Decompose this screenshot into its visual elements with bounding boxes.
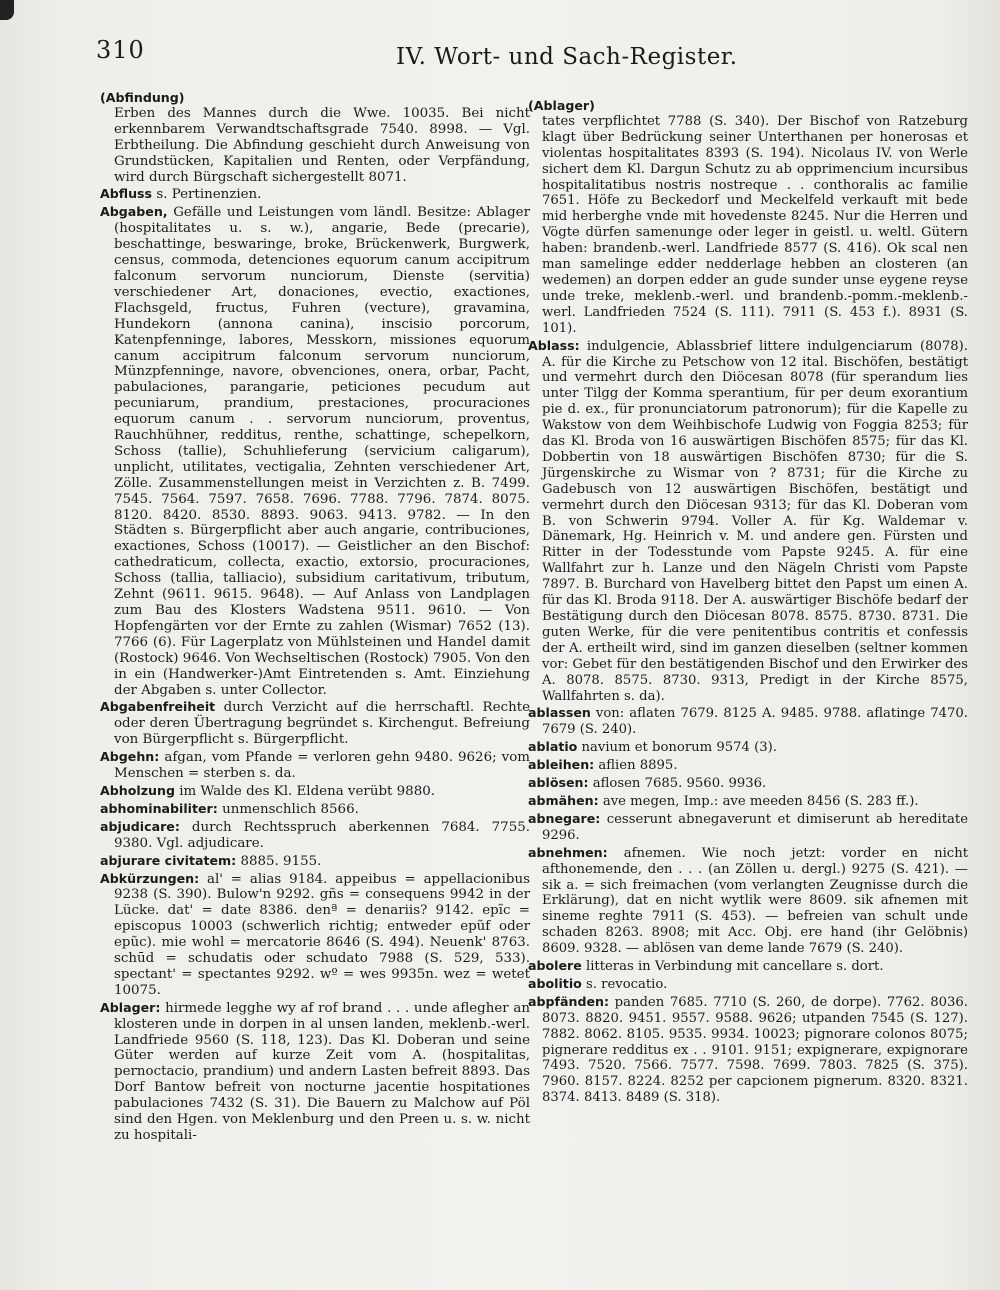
running-title: IV. Wort- und Sach-Register.: [396, 44, 738, 70]
entry-lemma: ablatio: [528, 739, 578, 755]
continuation-head: (Ablager): [528, 98, 595, 113]
entry-lemma: abnegare:: [528, 810, 601, 826]
index-entry: [528, 958, 968, 975]
index-entry: [100, 1000, 530, 1144]
entry-text: panden 7685. 7710 (S. 260, de dorpe). 7762. 8036. 8073. 8820. 9451. 9557. 9588. 9626; utpanden 7545 (S. 127). 7882. 8062. 8105. 9535. 9934. 10023; pignorare colonos 8075; pignerare redditus ex . . 9101. 9151; expignerare, expignorare 7493. 7520. 7566. 7577. 7598. 7699. 7803. 7825 (S. 375). 7960. 8157. 8224. 8252 per capcionem pignerum. 8320. 8321. 8374. 8413. 8489 (S. 318).: [542, 994, 968, 1106]
entry-lemma: abolere: [528, 958, 582, 974]
index-entry: [100, 853, 530, 870]
entry-lemma: ableihen:: [528, 757, 595, 773]
entry-text: aflien 8895.: [594, 758, 678, 774]
page-header: [96, 36, 940, 76]
index-entry: [100, 819, 530, 852]
index-entry: [100, 699, 530, 748]
entry-lemma: Ablass:: [528, 337, 580, 353]
page-corner-mark: [0, 0, 14, 20]
entry-lemma: abmähen:: [528, 792, 599, 808]
index-entry: [100, 186, 530, 203]
index-entry: [528, 976, 968, 993]
index-entry: [528, 739, 968, 756]
entry-lemma: abpfänden:: [528, 993, 610, 1009]
entry-lemma: Abholzung: [100, 782, 175, 798]
entry-text: afnemen. Wie noch jetzt: vorder en nicht afthonemende, den . . . (an Zöllen u. dergl.) 9275 (S. 421). — sik a. = sich freimachen (vom verlangten Zeugnisse durch die Erklärung), dat en nicht wytlik were 8609. sik afnemen mit sineme reghte 7911 (S. 453). — befreien van schult unde schaden 8263. 8908; mit Acc. Obj. ere hand (ihr Gelöbnis) 8609. 9328. — ablösen van deme lande 7679 (S. 240).: [542, 845, 968, 957]
entry-lemma: abolitio: [528, 975, 582, 991]
continuation-head: (Abfindung): [100, 90, 185, 105]
index-entry: [528, 793, 968, 810]
page-number: 310: [96, 36, 145, 64]
entry-lemma: abnehmen:: [528, 844, 608, 860]
entry-text: ave megen, Imp.: ave meeden 8456 (S. 283 ff.).: [598, 793, 919, 809]
entry-text: cesserunt abnegaverunt et dimiserunt ab hereditate 9296.: [542, 811, 968, 843]
continuation-text: tates verpflichtet 7788 (S. 340). Der Bischof von Ratzeburg klagt über Bedrückung seiner Unterthanen per honerosas et violentas hospitalitates 8393 (S. 194). Nicolaus IV. von Werle sichert dem Kl. Dargun Schutz zu ab opprimencium incursibus hospitalitatibus nostris nostreque . . conthoralis ac familie 7651. Höfe zu Beckedorf und Meckelfeld verkauft mit bede mid herberghe vnde mit hovedenste 8245. Nur die Herren und Vögte dürfen samenunge oder leger in geistl. u. weltl. Gütern haben: brandenb.-werl. Landfriede 8577 (S. 416). Ok scal nen man samelinge edder nedderlage hebben an closteren (an wedemen) an dorpen edder an gude sunder unse eygene reyse unde treke, meklenb.-werl. und brandenb.-pomm.-meklenb.-werl. Landfrieden 7524 (S. 111). 7911 (S. 453 f.). 8931 (S. 101).: [542, 113, 968, 336]
entry-text: Gefälle und Leistungen vom ländl. Besitze: Ablager (hospitalitates u. s. w.), angarie, Bede (precarie), beschattinge, beswaringe, broke, Brückenwerk, Burgwerk, census, commoda, detenciones equorum canum accipitrum falconum servorum nunciorum, Dienste (servitia) verschiedener Art, donaciones, evectio, exactiones, Flachsgeld, fructus, Fuhren (vecture), gravamina, Hundekorn (annona canina), inscisio porcorum, Katenpfenninge, labores, Messkorn, missiones equorum canum accipitrum falconum servorum nunciorum, Münzpfenninge, navore, obvenciones, onera, orbar, Pacht, pabulaciones, parangarie, peticiones pecudum aut pecuniarum, prandium, prestaciones, procuraciones equorum canum . . servorum nunciorum, proventus, Rauchhühner, redditus, renthe, schattinge, schepelkorn, Schoss (tallie), Schuhlieferung (servicium caligarum), unplicht, utilitates, vectigalia, Zehnten verschiedener Art, Zölle. Zusammenstellungen meist in Verzichten z. B. 7499. 7545. 7564. 7597. 7658. 7696. 7788. 7796. 7874. 8075. 8120. 8420. 8530. 8893. 9063. 9413. 9782. — In den Städten s. Bürgerpflicht aber auch angarie, contribuciones, exactiones, Schoss (10017). — Geistlicher an den Bischof: cathedraticum, collecta, exactio, extorsio, procuraciones, Schoss (tallia, talliacio), subsidium caritativum, tributum, Zehnt (9611. 9615. 9648). — Auf Anlass von Landplagen zum Bau des Klosters Wadstena 9511. 9610. — Von Hopfengärten vor der Ernte zu zahlen (Wismar) 7652 (13). 7766 (6). Für Lagerplatz von Mühlsteinen und Handel damit (Rostock) 9646. Von Wechseltischen (Rostock) 7905. Von den in ein (Handwerker-)Amt Eintretenden s. Amt. Einziehung der Abgaben s. unter Collector.: [114, 205, 530, 698]
index-entry: [100, 204, 530, 698]
index-entry: [100, 871, 530, 999]
index-entry: [100, 783, 530, 800]
index-entry: [528, 775, 968, 792]
index-entry: [528, 845, 968, 957]
entry-lemma: Abkürzungen:: [100, 870, 200, 886]
entry-text: unmenschlich 8566.: [217, 801, 359, 817]
entry-lemma: ablassen: [528, 705, 591, 721]
entry-text: litteras in Verbindung mit cancellare s. dort.: [581, 959, 884, 975]
index-entry: [528, 757, 968, 774]
entry-list: [528, 338, 968, 1107]
continuation-text: Erben des Mannes durch die Wwe. 10035. Bei nicht erkennbarem Verwandtschaftsgrade 7540. 8998. — Vgl. Erbtheilung. Die Abfindung geschieht durch Anweisung von Grundstücken, Kapitalien und Renten, oder Verpfändung, wird durch Bürgschaft sichergestellt 8071.: [114, 105, 530, 185]
entry-text: afgan, vom Pfande = verloren gehn 9480. 9626; vom Menschen = sterben s. da.: [114, 750, 530, 782]
entry-text: aflosen 7685. 9560. 9936.: [588, 776, 767, 792]
entry-text: hirmede legghe wy af rof brand . . . unde aflegher an klosteren unde in dorpen in al unsen landen, meklenb.-werl. Landfriede 9560 (S. 118, 123). Das Kl. Doberan und seine Güter werden auf kurze Zeit vom A. (hospitalitas, pernoctacio, prandium) und andern Lasten befreit 8893. Das Dorf Bantow befreit von nocturne jacentie hospitationes pabulaciones 7432 (S. 31). Die Bauern zu Malchow auf Pöl sind den Hgen. von Meklenburg und den Preen u. s. w. nicht zu hospitali-: [114, 1000, 530, 1143]
entry-text: indulgencie, Ablassbrief littere indulgenciarum (8078). A. für die Kirche zu Petschow von 12 ital. Bischöfen, bestätigt und vermehrt durch den Diöcesan 8078 (für sperandum lies unter Tilgg der Komma sperantium, für per deum exorantium pie d. ex., für pronunciatorum patronorum); für die Kapelle zu Wakstow von dem Weihbischofe Ludwig von Foggia 8253; für das Kl. Broda von 16 auswärtigen Bischöfen 8575; für das Kl. Dobbertin von 18 auswärtigen Bischöfen 8730; für die S. Jürgenskirche zu Wismar von ? 8731; für die Kirche zu Gadebusch von 12 auswärtigen Bischöfen, bestätigt und vermehrt durch den Diöcesan 9313; für das Kl. Doberan vom B. von Schwerin 9794. Voller A. für Kg. Waldemar v. Dänemark, Hg. Heinrich v. M. und andere gen. Fürsten und Ritter in der Todesstunde vom Papste 9245. A. für eine Wallfahrt zur h. Lanze und den Nägeln Christi vom Papste 7897. B. Burchard von Havelberg bittet den Papst um einen A. für das Kl. Broda 9118. Der A. auswärtiger Bischöfe bedarf der Bestätigung durch den Diöcesan 8078. 8575. 8730. 8731. Die guten Werke, für die vere penitentibus contritis et confessis der A. ertheilt wird, sind im ganzen dieselben (seltner kommen vor: Gebet für den bestätigenden Bischof und den Erwirker des A. 8078. 8575. 8730. 9313, Predigt in der Kirche 8575, Wallfahrten s. da).: [542, 338, 968, 704]
entry-text: durch Rechtsspruch aberkennen 7684. 7755. 9380. Vgl. adjudicare.: [114, 819, 530, 851]
entry-text: navium et bonorum 9574 (3).: [577, 740, 777, 756]
right-column: [528, 98, 968, 1107]
entry-text: 8885. 9155.: [236, 853, 322, 869]
index-entry: [100, 801, 530, 818]
index-entry: [528, 705, 968, 738]
entry-text: durch Verzicht auf die herrschaftl. Rechte oder deren Übertragung begründet s. Kirchengut. Befreiung von Bürgerpflicht s. Bürgerpflicht.: [114, 700, 530, 748]
entry-lemma: abjurare civitatem:: [100, 852, 237, 868]
entry-lemma: Abgabenfreiheit: [100, 699, 216, 715]
index-entry: [100, 749, 530, 782]
entry-text: s. revocatio.: [581, 976, 668, 992]
index-entry: [528, 811, 968, 844]
index-entry: [528, 338, 968, 705]
entry-text: im Walde des Kl. Eldena verübt 9880.: [174, 783, 435, 799]
entry-lemma: abjudicare:: [100, 818, 180, 834]
entry-lemma: abhominabiliter:: [100, 800, 218, 816]
entry-list: [100, 186, 530, 1143]
entry-text: von: aflaten 7679. 8125 A. 9485. 9788. aflatinge 7470. 7679 (S. 240).: [542, 706, 968, 738]
entry-lemma: ablösen:: [528, 775, 589, 791]
entry-lemma: Abfluss: [100, 186, 153, 202]
entry-lemma: Abgehn:: [100, 749, 160, 765]
left-column: [100, 90, 530, 1145]
entry-lemma: Ablager:: [100, 999, 161, 1015]
entry-lemma: Abgaben,: [100, 204, 168, 220]
entry-text: s. Pertinenzien.: [152, 187, 262, 203]
entry-text: al' = alias 9184. appeibus = appellacionibus 9238 (S. 390). Bulow'n 9292. gñs = consequens 9942 in der Lücke. dat' = date 8386. denª = denariis? 9142. epĩc = episcopus 10003 (schwerlich richtig; entweder epũf oder epũc). mie wohl = mercatorie 8646 (S. 494). Neuenk' 8763. schūd = schudatis oder schudato 7988 (S. 529, 533). spectant' = spectantes 9292. wº = wes 9935n. wez = wetet 10075.: [114, 871, 530, 998]
index-entry: [528, 994, 968, 1106]
